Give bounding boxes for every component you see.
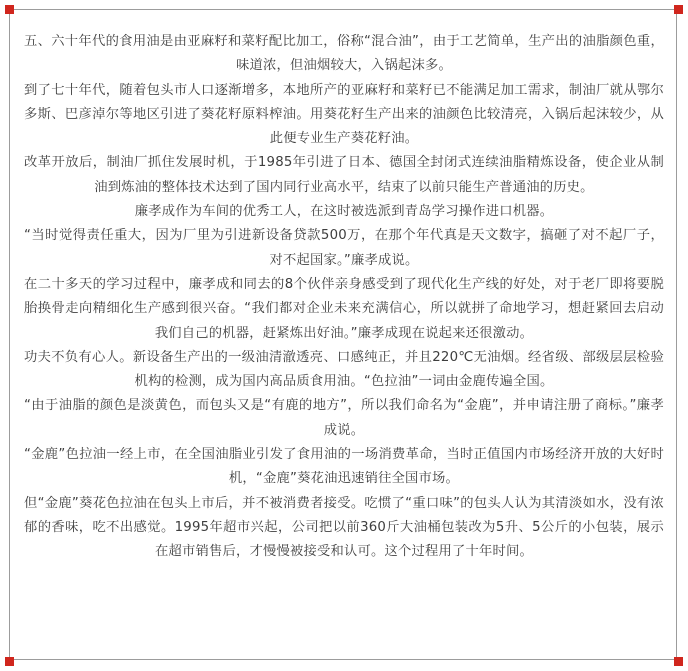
corner-marker-top-left	[5, 5, 14, 14]
paragraph-7: 功夫不负有心人。新设备生产出的一级油清澈透亮、口感纯正，并且220℃无油烟。经省级、部级层层检验机构的检测，成为国内高品质食用油。“色拉油”一词由金鹿传遍全国。	[24, 349, 664, 390]
paragraph-6: 在二十多天的学习过程中，廉孝成和同去的8个伙伴亲身感受到了现代化生产线的好处，对于老厂即将要脱胎换骨走向精细化生产感到很兴奋。“我们都对企业未来充满信心，所以就拼了命地学习，想赶紧回去启动我们自己的机器，赶紧炼出好油。”廉孝成现在说起来还很激动。	[24, 276, 664, 341]
paragraph-9: “金鹿”色拉油一经上市，在全国油脂业引发了食用油的一场消费革命，当时正值国内市场经济开放的大好时机，“金鹿”葵花油迅速销往全国市场。	[24, 447, 664, 487]
paragraph-5: “当时觉得责任重大，因为厂里为引进新设备贷款500万，在那个年代真是天文数字，搞砸了对不起厂子，对不起国家。”廉孝成说。	[24, 228, 664, 268]
article-body	[24, 30, 664, 565]
paragraph-10: 但“金鹿”葵花色拉油在包头上市后，并不被消费者接受。吃惯了“重口味”的包头人认为其清淡如水，没有浓郁的香味，吃不出感觉。1995年超市兴起，公司把以前360斤大油桶包装改为5升、5公斤的小包装，展示在超市销售后，才慢慢被接受和认可。这个过程用了十年时间。	[24, 495, 664, 560]
paragraph-2: 到了七十年代，随着包头市人口逐渐增多，本地所产的亚麻籽和菜籽已不能满足加工需求，制油厂就从鄂尔多斯、巴彦淖尔等地区引进了葵花籽原料榨油。用葵花籽生产出来的油颜色比较清亮，入锅后起沫较少，从此便专业生产葵花籽油。	[24, 82, 664, 147]
paragraph-4: 廉孝成作为车间的优秀工人，在这时被选派到青岛学习操作进口机器。	[134, 204, 554, 220]
corner-marker-bottom-left	[5, 657, 14, 666]
paragraph-3: 改革开放后，制油厂抓住发展时机，于1985年引进了日本、德国全封闭式连续油脂精炼设备，使企业从制油到炼油的整体技术达到了国内同行业高水平，结束了以前只能生产普通油的历史。	[24, 155, 664, 195]
corner-marker-top-right	[674, 5, 683, 14]
corner-marker-bottom-right	[674, 657, 683, 666]
paragraph-8: “由于油脂的颜色是淡黄色，而包头又是“有鹿的地方”，所以我们命名为“金鹿”，并申请注册了商标。”廉孝成说。	[24, 398, 664, 438]
paragraph-1: 五、六十年代的食用油是由亚麻籽和菜籽配比加工，俗称“混合油”，由于工艺简单，生产出的油脂颜色重，味道浓，但油烟较大，入锅起沫多。	[24, 34, 664, 74]
